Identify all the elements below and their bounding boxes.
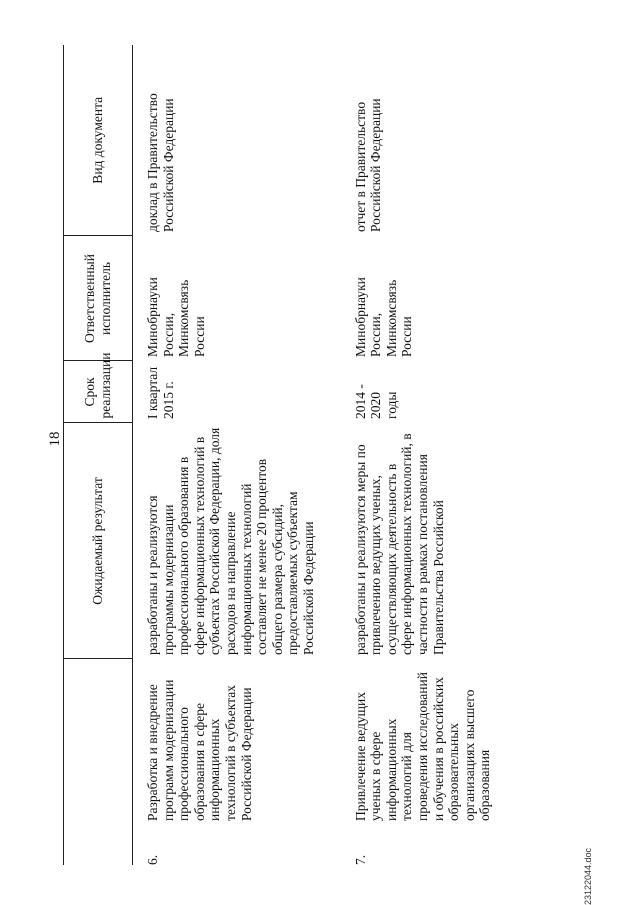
doctype-cell: отчет в Правительство Российской Федерации [352, 98, 384, 232]
rotated-page [47, 45, 593, 905]
row-spacer [319, 45, 341, 865]
header-expected-result: Ожидаемый результат [64, 423, 133, 659]
term-cell: I квартал 2015 г. [145, 366, 176, 419]
result-cell: разработаны и реализуются меры по привлечению ведущих ученых, осуществляющих деятельность в сфере информационных технологий, в частности в рамках постановления Правительства Российской [352, 433, 446, 655]
table-row [133, 45, 319, 865]
header-number [64, 825, 133, 865]
header-measure [64, 659, 133, 825]
measure-cell: Разработка и внедрение программ модернизации профессионального образования в сфере информационных технологий в субъектах Российской Федерации [145, 679, 254, 821]
doctype-cell: доклад в Правительство Российской Федерации [145, 93, 176, 232]
term-cell: 2014 - 2020 годы [352, 384, 399, 419]
row-number: 7. [352, 854, 368, 865]
header-term: Срок реализации [64, 361, 133, 423]
header-executor: Ответственный исполнитель [64, 236, 133, 361]
measures-table [63, 45, 495, 865]
executor-cell: Минобрнауки России, Минкомсвязь России [145, 277, 207, 357]
measure-cell: Привлечение ведущих ученых в сфере информационных технологий для проведения исследований и обучения в российских образовательных организациях высшего образования [352, 672, 493, 821]
table-header-row [64, 45, 133, 865]
page-number: 18 [47, 431, 63, 447]
executor-cell: Минобрнауки России, Минкомсвязь России [352, 277, 415, 357]
header-document-type: Вид документа [64, 45, 133, 236]
result-cell: разработаны и реализуются программы модернизации профессионального образования в сфере информационных технологий в субъектах Российской Федерации, доля расходов на направление информационных технологий составляет не менее 20 процентов общего размера субсидий, предоставляемых субъектам Российской Федерации [145, 427, 316, 655]
table-row [341, 45, 495, 865]
row-number: 6. [145, 854, 160, 865]
document-filename: 23122044.doc [583, 847, 593, 905]
